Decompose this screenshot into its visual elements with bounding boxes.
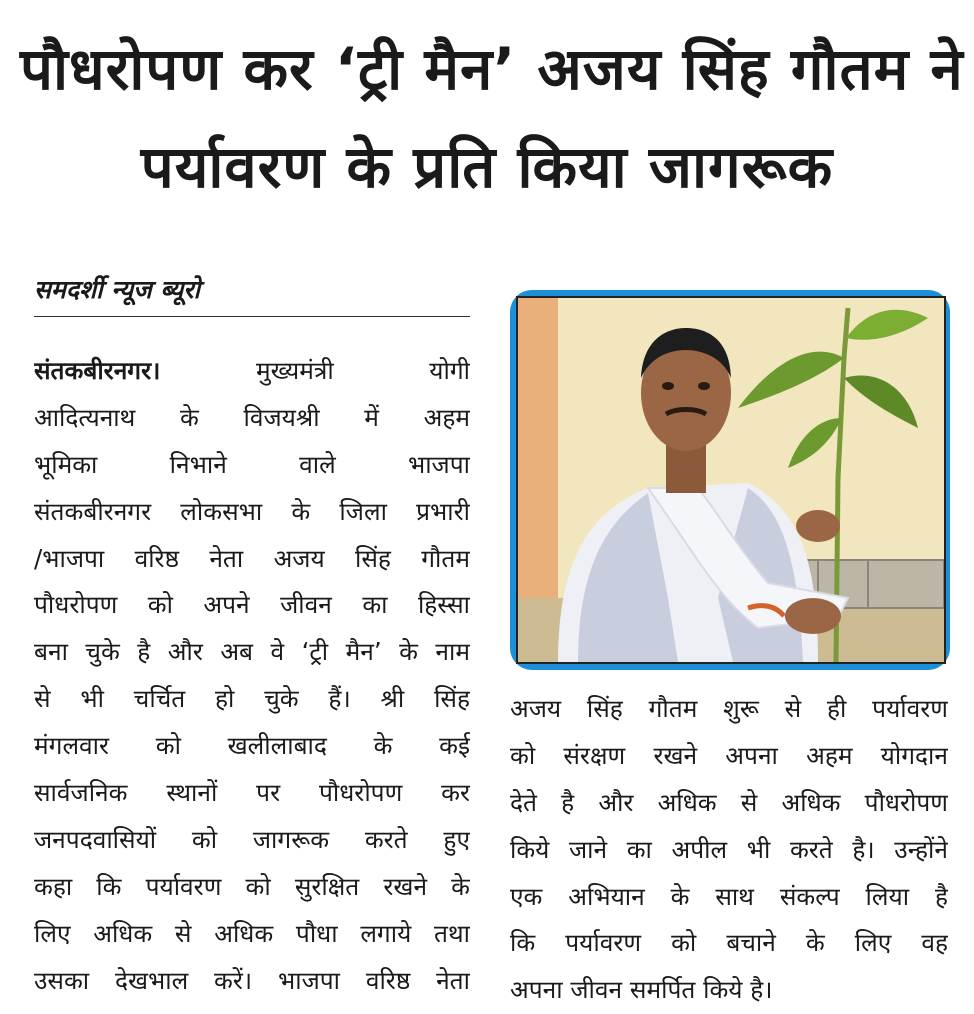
article-column-left: [34, 348, 470, 1004]
article-line: को संरक्षण रखने अपना अहम योगदान: [510, 740, 948, 770]
article-line: कि पर्यावरण को बचाने के लिए वह: [510, 928, 948, 958]
article-line: किये जाने का अपील भी करते है। उन्होंने: [510, 834, 948, 864]
article-line: बना चुके है और अब वे ‘ट्री मैन’ के नाम: [34, 637, 470, 667]
article-line: [34, 348, 470, 395]
article-line: एक अभियान के साथ संकल्प लिया है: [510, 881, 948, 911]
article-line: सार्वजनिक स्थानों पर पौधरोपण कर: [34, 778, 470, 808]
article-line: से भी चर्चित हो चुके हैं। श्री सिंह: [34, 684, 470, 714]
dateline: संतकबीरनगर।: [34, 356, 161, 385]
article-line: जनपदवासियों को जागरूक करते हुए: [34, 824, 470, 854]
article-line: कहा कि पर्यावरण को सुरक्षित रखने के: [34, 871, 470, 901]
article-line: आदित्यनाथ के विजयश्री में अहम: [34, 402, 470, 432]
news-photo: [516, 296, 946, 664]
article-line: पौधरोपण को अपने जीवन का हिस्सा: [34, 590, 470, 620]
article-line: उसका देखभाल करें। भाजपा वरिष्ठ नेता: [34, 965, 470, 995]
article-line: मंगलवार को खलीलाबाद के कई: [34, 731, 470, 761]
headline: [20, 20, 964, 216]
article-line: अपना जीवन समर्पित किये है।: [510, 975, 773, 1005]
headline-line-1: पौधरोपण कर ‘ट्री मैन’ अजय सिंह गौतम ने: [20, 35, 964, 103]
headline-line-2: पर्यावरण के प्रति किया जागरूक: [140, 133, 834, 201]
photo-illustration: [518, 298, 944, 662]
byline: समदर्शी न्यूज ब्यूरो: [34, 272, 470, 317]
article-line: /भाजपा वरिष्ठ नेता अजय सिंह गौतम: [34, 543, 470, 573]
article-line: अजय सिंह गौतम शुरू से ही पर्यावरण: [510, 694, 948, 723]
article-column-right: [510, 686, 948, 1014]
article-line: लिए अधिक से अधिक पौधा लगाये तथा: [34, 918, 470, 948]
article-line: भूमिका निभाने वाले भाजपा: [34, 449, 470, 479]
article-line-text: मुख्यमंत्री योगी: [160, 356, 470, 385]
article-line: देते है और अधिक से अधिक पौधरोपण: [510, 787, 948, 817]
article-line: संतकबीरनगर लोकसभा के जिला प्रभारी: [34, 496, 470, 526]
